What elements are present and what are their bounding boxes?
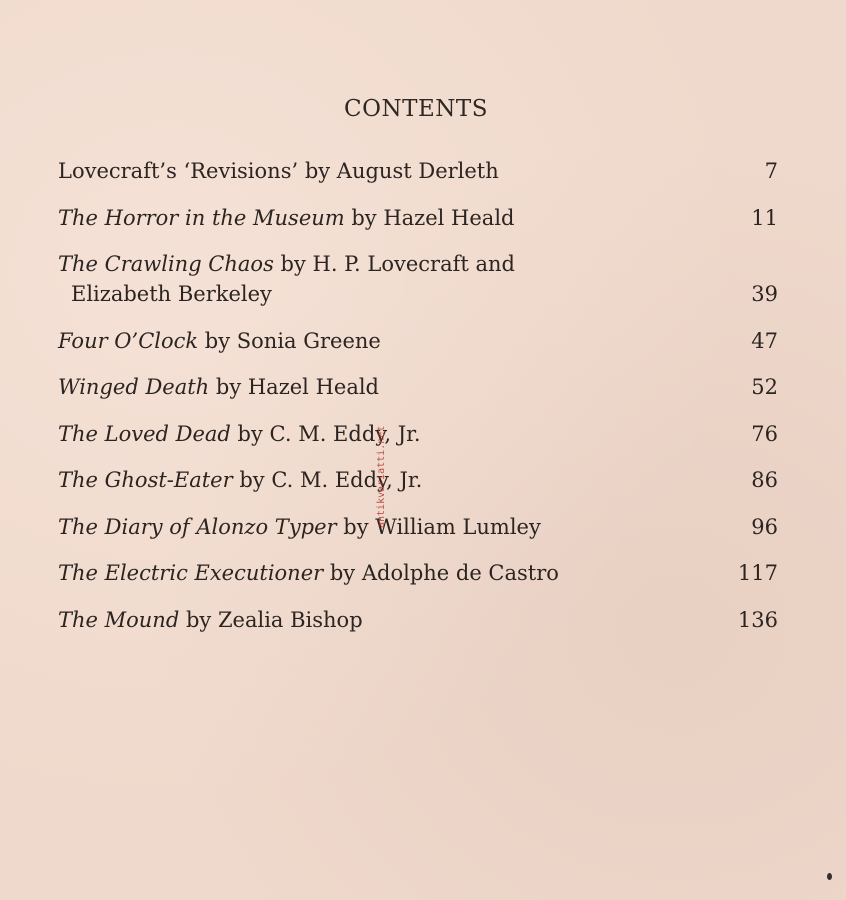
toc-entry (58, 512, 780, 542)
toc-entry (58, 558, 780, 588)
toc-entry-page: 7 (764, 159, 778, 183)
toc-entry-author: by Zealia Bishop (179, 607, 363, 632)
toc-entry-text (58, 558, 738, 588)
toc-entry-title: The Electric Executioner (58, 561, 324, 585)
toc-entry-page: 136 (737, 607, 778, 632)
toc-entry-page: 39 (751, 282, 778, 306)
toc-entry-author: Lovecraft’s ‘Revisions’ by August Derleth (58, 159, 499, 183)
toc-entry-page: 52 (751, 375, 778, 399)
toc-entry-author: by Hazel Heald (344, 205, 515, 230)
toc-entry-text (58, 203, 738, 233)
toc-entry-page: 76 (751, 421, 778, 446)
toc-entry-title: The Loved Dead (58, 421, 231, 446)
contents-heading: CONTENTS (344, 96, 488, 122)
toc-entry-text (58, 156, 738, 186)
toc-entry-title: The Horror in the Museum (58, 205, 345, 230)
toc-entry-author: by William Lumley (336, 514, 541, 539)
watermark-text: antikvariatti.net (376, 425, 387, 528)
toc-entry-author: by Sonia Greene (198, 328, 381, 353)
toc-entry-page: 117 (737, 561, 778, 585)
toc-entry-text (58, 465, 738, 495)
toc-entry-title: Winged Death (58, 375, 210, 399)
toc-entry-text (58, 326, 738, 356)
toc-entry (58, 203, 780, 233)
toc-entry-author-continued: Elizabeth Berkeley (71, 282, 272, 306)
toc-entry-title: The Ghost-Eater (58, 468, 233, 492)
toc-entry (58, 326, 780, 356)
toc-entry-page: 47 (751, 328, 778, 353)
toc-entry-text (58, 249, 738, 309)
table-of-contents (58, 156, 780, 651)
toc-entry-text (58, 512, 738, 542)
toc-entry-page: 11 (751, 205, 778, 230)
toc-entry-text (58, 372, 738, 402)
paper-speck (827, 873, 832, 880)
toc-entry-author: by C. M. Eddy, Jr. (232, 468, 423, 492)
toc-entry-title: The Mound (58, 607, 180, 632)
toc-entry (58, 419, 780, 449)
toc-entry-title: The Crawling Chaos (58, 252, 274, 276)
toc-entry (58, 156, 780, 186)
toc-entry-title: The Diary of Alonzo Typer (58, 514, 337, 539)
toc-entry (58, 249, 780, 309)
toc-entry (58, 465, 780, 495)
toc-entry-page: 96 (751, 514, 778, 539)
toc-entry-author: by Hazel Heald (209, 375, 379, 399)
toc-entry-text (58, 605, 738, 635)
toc-entry-text (58, 419, 738, 449)
toc-entry-title: Four O’Clock (58, 328, 199, 353)
toc-entry-author: by Adolphe de Castro (323, 561, 559, 585)
toc-entry-author: by C. M. Eddy, Jr. (230, 421, 421, 446)
toc-entry-author: by H. P. Lovecraft and (273, 252, 515, 276)
toc-entry (58, 372, 780, 402)
toc-entry-page: 86 (751, 468, 778, 492)
toc-entry (58, 605, 780, 635)
vertical-watermark (374, 368, 386, 528)
